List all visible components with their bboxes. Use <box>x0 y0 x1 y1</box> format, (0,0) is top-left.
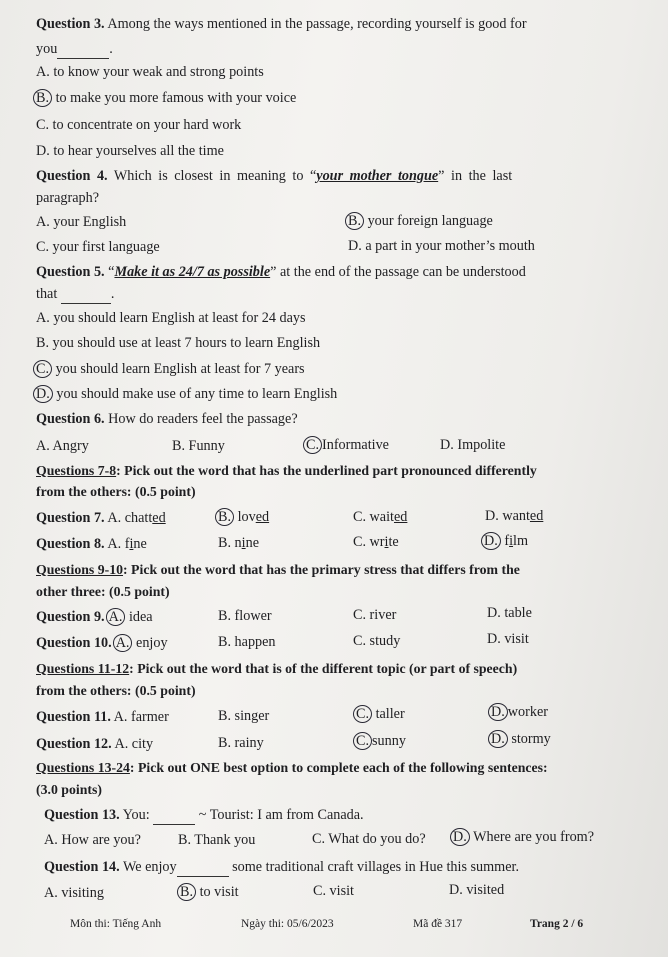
q14-option-a: A. visiting <box>44 885 104 901</box>
q10-option-c: C. study <box>353 633 401 649</box>
q12-row: Question 12. A. city <box>36 736 154 752</box>
q3-stem-line2: you . <box>36 41 113 57</box>
q13-option-c: C. What do you do? <box>312 831 426 847</box>
q7-option-d: D. wanted <box>485 508 544 524</box>
section-11-12-heading-line2: from the others: (0.5 point) <box>36 683 196 698</box>
q4-stem-line2: paragraph? <box>36 190 100 206</box>
footer-date: Ngày thi: 05/6/2023 <box>241 918 334 930</box>
section-11-12-heading: Questions 11-12: Pick out the word that is of the different topic (or part of speech) <box>36 661 518 676</box>
q9-option-b: B. flower <box>218 608 272 624</box>
footer-page-number: Trang 2 / 6 <box>530 918 584 930</box>
q5-option-d: D. you should make use of any time to learn English <box>36 385 337 403</box>
q13-option-b: B. Thank you <box>178 832 256 848</box>
q7-option-c: C. waited <box>353 509 408 525</box>
answer-mark: C. <box>353 732 372 750</box>
q12-option-c: C. sunny <box>356 732 406 750</box>
q10-option-b: B. happen <box>218 634 276 650</box>
answer-mark: D. <box>481 532 501 550</box>
footer-subject: Môn thi: Tiếng Anh <box>70 918 162 930</box>
answer-mark: B. <box>177 883 196 901</box>
answer-mark: B. <box>33 89 52 107</box>
q6-stem: Question 6. How do readers feel the passage? <box>36 411 298 427</box>
q13-option-d: D. Where are you from? <box>453 828 594 846</box>
q4-option-c: C. your first language <box>36 239 160 255</box>
q14-stem: Question 14. We enjoy some traditional craft villages in Hue this summer. <box>44 859 519 875</box>
answer-mark: D. <box>450 828 470 846</box>
answer-mark: A. <box>106 608 126 626</box>
q6-option-b: B. Funny <box>172 438 225 454</box>
blank <box>153 806 195 825</box>
q7-option-b: B. loved <box>218 508 269 526</box>
section-9-10-heading: Questions 9-10: Pick out the word that has the primary stress that differs from the <box>36 562 520 577</box>
section-7-8-heading: Questions 7-8: Pick out the word that has the underlined part pronounced differently <box>36 463 537 478</box>
q3-option-b: B. to make you more famous with your voice <box>36 89 296 107</box>
q11-option-c: C. taller <box>356 705 405 723</box>
q3-stem-line1: Question 3. Among the ways mentioned in the passage, recording yourself is good for <box>36 16 527 32</box>
q5-option-a: A. you should learn English at least for 24 days <box>36 310 306 326</box>
answer-mark: C. <box>303 436 322 454</box>
q14-option-b: B. to visit <box>180 883 239 901</box>
answer-mark: C. <box>353 705 372 723</box>
answer-mark: D. <box>33 385 53 403</box>
q13-option-a: A. How are you? <box>44 832 141 848</box>
q5-stem-line1: Question 5. “Make it as 24/7 as possible” at the end of the passage can be understood <box>36 264 526 280</box>
answer-mark: D. <box>488 703 508 721</box>
q9-option-c: C. river <box>353 607 397 623</box>
answer-mark: B. <box>345 212 364 230</box>
answer-mark: B. <box>215 508 234 526</box>
blank <box>61 285 111 304</box>
blank <box>177 858 229 877</box>
section-13-24-heading: Questions 13-24: Pick out ONE best option to complete each of the following sentences: <box>36 760 548 775</box>
q12-option-b: B. rainy <box>218 735 264 751</box>
section-9-10-heading-line2: other three: (0.5 point) <box>36 584 170 599</box>
q6-option-a: A. Angry <box>36 438 89 454</box>
q9-row: Question 9. A. idea <box>36 609 153 625</box>
q8-row: Question 8. A. fine <box>36 536 147 552</box>
q12-option-d: D. stormy <box>491 730 551 748</box>
q3-option-c: C. to concentrate on your hard work <box>36 117 242 133</box>
blank <box>57 40 109 59</box>
answer-mark: A. <box>113 634 133 652</box>
q9-option-d: D. table <box>487 605 532 621</box>
q6-option-c: C. Informative <box>306 436 389 454</box>
q8-option-b: B. nine <box>218 535 260 551</box>
q8-option-d: D. film <box>484 532 528 550</box>
q4-option-d: D. a part in your mother’s mouth <box>348 238 535 254</box>
q10-option-d: D. visit <box>487 631 529 647</box>
footer-exam-code: Mã đề 317 <box>413 918 463 930</box>
q14-option-c: C. visit <box>313 883 354 899</box>
q4-option-b: B. your foreign language <box>348 212 493 230</box>
q4-stem-line1: Question 4. Which is closest in meaning to “your mother tongue” in the last <box>36 168 513 184</box>
q11-row: Question 11. A. farmer <box>36 709 169 725</box>
q8-option-c: C. write <box>353 534 399 550</box>
q5-stem-line2: that . <box>36 286 115 302</box>
answer-mark: D. <box>488 730 508 748</box>
q7-row: Question 7. A. chatted <box>36 510 166 526</box>
section-7-8-heading-line2: from the others: (0.5 point) <box>36 484 196 499</box>
q3-option-a: A. to know your weak and strong points <box>36 64 264 80</box>
q11-option-d: D. worker <box>491 703 548 721</box>
q5-option-c: C. you should learn English at least for 7 years <box>36 360 305 378</box>
q4-option-a: A. your English <box>36 214 127 230</box>
q6-option-d: D. Impolite <box>440 437 506 453</box>
q10-row: Question 10. A. enjoy <box>36 635 168 651</box>
section-13-24-heading-line2: (3.0 points) <box>36 782 102 797</box>
q13-stem: Question 13. You: ~ Tourist: I am from Canada. <box>44 807 364 823</box>
q14-option-d: D. visited <box>449 882 505 898</box>
answer-mark: C. <box>33 360 52 378</box>
q5-option-b: B. you should use at least 7 hours to learn English <box>36 335 321 351</box>
q11-option-b: B. singer <box>218 708 270 724</box>
q3-option-d: D. to hear yourselves all the time <box>36 143 224 159</box>
